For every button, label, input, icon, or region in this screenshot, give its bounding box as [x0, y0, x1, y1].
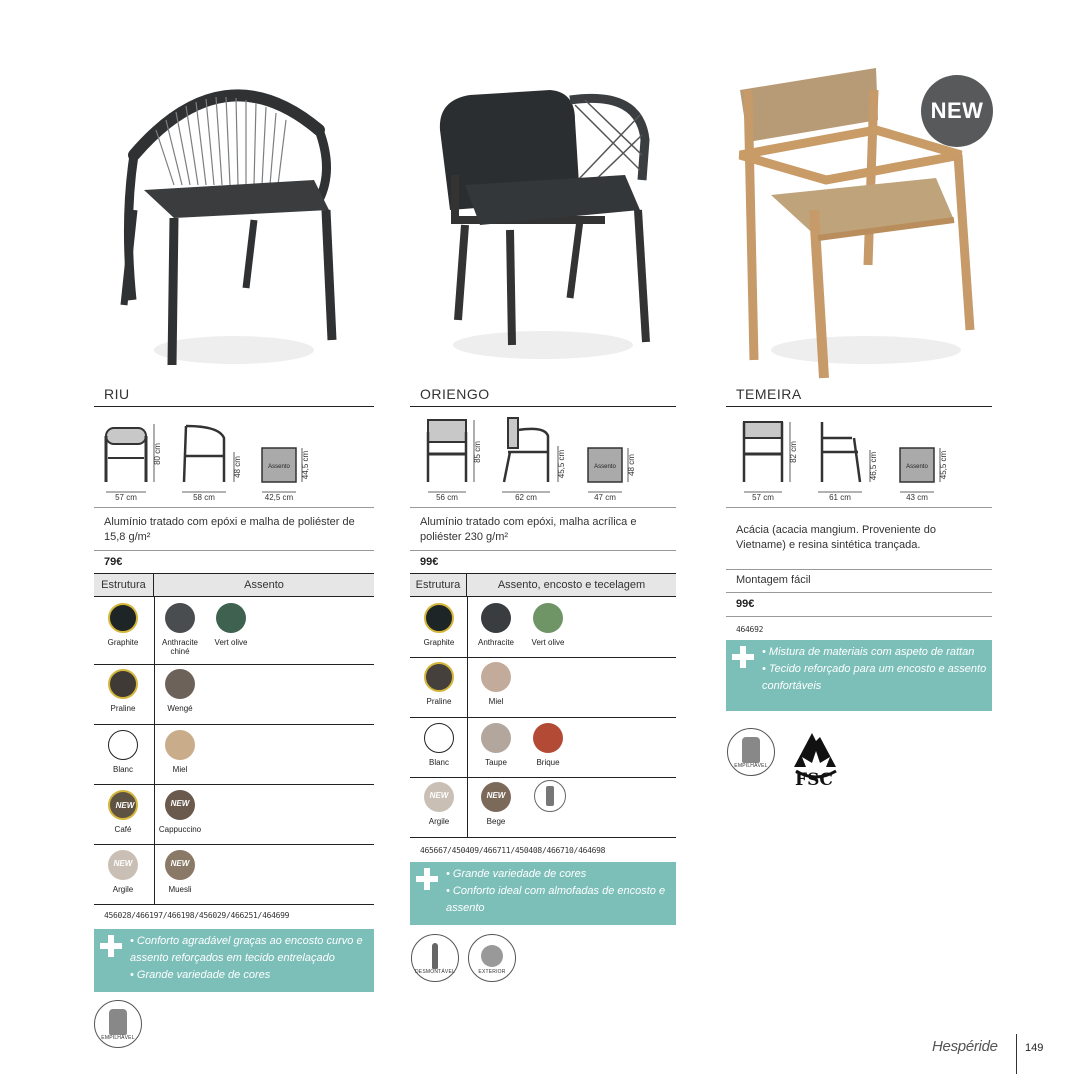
- swatch-row: [410, 658, 676, 718]
- swatch-row: [94, 597, 374, 665]
- dim-seat-width: 47 cm: [594, 493, 616, 502]
- dim-front-height: 80 cm: [153, 443, 162, 465]
- swatch-row: [94, 665, 374, 725]
- divider: [410, 550, 676, 551]
- dim-seat-label: Assento: [594, 464, 616, 470]
- assembly-note: Montagem fácil: [736, 574, 811, 586]
- plus-icon: [416, 868, 438, 890]
- product-temeira: [726, 0, 992, 1087]
- dim-front-width: 56 cm: [436, 493, 458, 502]
- feature-item: • Conforto ideal com almofadas de encosto e assento: [446, 885, 666, 914]
- dim-seat-width: 43 cm: [906, 493, 928, 502]
- chair-oriengo-image: [410, 60, 676, 380]
- reference-codes: 465667/450409/466711/450408/466710/464698: [420, 846, 606, 855]
- dim-front-height: 82 cm: [789, 441, 798, 463]
- header-seat: Assento: [244, 579, 284, 591]
- plus-icon: [732, 646, 754, 668]
- swatch-miel: Miel: [155, 730, 205, 774]
- feature-item: • Mistura de materiais com aspeto de rattan: [762, 646, 975, 658]
- divider: [94, 550, 374, 551]
- swatch-blanc: Blanc: [414, 723, 464, 767]
- product-description: Alumínio tratado com epóxi, malha acrílica e poliéster 230 g/m²: [420, 516, 637, 543]
- swatch-graphite: Graphite: [98, 603, 148, 647]
- swatch-table-header: [410, 573, 676, 597]
- product-name: ORIENGO: [420, 386, 490, 402]
- swatch-row: [410, 778, 676, 838]
- product-oriengo: [410, 0, 676, 1087]
- dim-side-height: 46,5 cm: [869, 451, 878, 481]
- dim-seat-height: 45,5 cm: [939, 450, 948, 480]
- header-seat: Assento, encosto e tecelagem: [497, 579, 646, 591]
- product-riu: [94, 0, 374, 1087]
- swatch-anthracite: Anthracite: [471, 603, 521, 647]
- dim-side-width: 62 cm: [515, 493, 537, 502]
- swatch-argile: NEW Argile: [414, 782, 464, 826]
- dim-side-width: 61 cm: [829, 493, 851, 502]
- swatch-anthracite-chine: Anthracite chiné: [155, 603, 205, 656]
- swatch-brique: Brique: [523, 723, 573, 767]
- brand-logo: Hespéride: [932, 1038, 998, 1055]
- divider: [726, 616, 992, 617]
- swatch-row: [94, 845, 374, 905]
- swatch-row: [410, 718, 676, 778]
- dim-side-height: 45,5 cm: [557, 449, 566, 479]
- swatch-row: [94, 725, 374, 785]
- dim-seat-label: Assento: [268, 464, 290, 470]
- swatch-muesli: NEW Muesli: [155, 850, 205, 894]
- divider: [726, 592, 992, 593]
- feature-item: • Grande variedade de cores: [130, 969, 271, 981]
- swatch-praline: Praline: [414, 662, 464, 706]
- swatch-miel: Miel: [471, 662, 521, 706]
- divider: [726, 569, 992, 570]
- features-box: [94, 929, 374, 992]
- feature-item: • Tecido reforçado para um encosto e assento confortáveis: [762, 663, 987, 692]
- swatch-cafe: NEW Café: [98, 790, 148, 834]
- divider: [410, 507, 676, 508]
- divider: [726, 406, 992, 407]
- swatch-vert-olive: Vert olive: [523, 603, 573, 647]
- stackable-icon: EMPILHÁVEL: [94, 1000, 142, 1048]
- product-price: 79€: [104, 556, 123, 568]
- stackable-icon: EMPILHÁVEL: [727, 728, 775, 776]
- weather-resistant-icon: [530, 780, 570, 812]
- divider: [726, 507, 992, 508]
- dim-front-height: 85 cm: [473, 441, 482, 463]
- swatch-blanc: Blanc: [98, 730, 148, 774]
- features-box: [410, 862, 676, 925]
- swatch-row: [94, 785, 374, 845]
- dim-seat-height: 44,5 cm: [301, 450, 310, 480]
- dimension-diagrams: [726, 412, 992, 504]
- swatch-wenge: Wengé: [155, 669, 205, 713]
- fsc-label: FSC: [795, 770, 833, 790]
- outdoor-fabric-icon: EXTERIOR: [468, 934, 516, 982]
- plus-icon: [100, 935, 122, 957]
- swatch-graphite: Graphite: [414, 603, 464, 647]
- dim-side-height: 48 cm: [233, 456, 242, 478]
- swatch-cappuccino: NEW Cappuccino: [155, 790, 205, 834]
- header-structure: Estrutura: [94, 574, 154, 596]
- swatch-table-header: [94, 573, 374, 597]
- product-name: TEMEIRA: [736, 386, 802, 402]
- page-number: 149: [1025, 1042, 1044, 1054]
- dimension-diagrams: [94, 412, 374, 504]
- new-badge: NEW: [921, 75, 993, 147]
- swatch-vert-olive: Vert olive: [206, 603, 256, 647]
- product-price: 99€: [736, 598, 755, 610]
- swatch-row: [410, 597, 676, 658]
- divider: [410, 406, 676, 407]
- chair-riu-image: [94, 60, 374, 380]
- dim-side-width: 58 cm: [193, 493, 215, 502]
- dim-seat-width: 42,5 cm: [264, 493, 294, 502]
- feature-item: • Grande variedade de cores: [446, 868, 587, 880]
- divider: [94, 406, 374, 407]
- dim-seat-label: Assento: [906, 464, 928, 470]
- swatch-bege: NEW Bege: [471, 782, 521, 826]
- product-price: 99€: [420, 556, 439, 568]
- product-name: RIU: [104, 386, 130, 402]
- feature-item: • Conforto agradável graças ao encosto curvo e assento reforçados em tecido entrelaçado: [130, 935, 363, 964]
- header-structure: Estrutura: [410, 574, 467, 596]
- swatch-taupe: Taupe: [471, 723, 521, 767]
- divider: [94, 507, 374, 508]
- swatch-argile: NEW Argile: [98, 850, 148, 894]
- dimension-diagrams: [410, 412, 676, 504]
- product-description: Alumínio tratado com epóxi e malha de poliéster de 15,8 g/m²: [104, 516, 355, 543]
- product-photo: [410, 60, 676, 380]
- swatch-praline: Praline: [98, 669, 148, 713]
- product-photo: [94, 60, 374, 380]
- reference-codes: 456028/466197/466198/456029/466251/464699: [104, 911, 290, 920]
- footer-separator: [1016, 1034, 1017, 1074]
- dim-front-width: 57 cm: [752, 493, 774, 502]
- removable-cover-icon: DESMONTÁVEL: [411, 934, 459, 982]
- features-box: [726, 640, 992, 711]
- product-description: Acácia (acacia mangium. Proveniente do Vietname) e resina sintética trançada.: [736, 524, 936, 551]
- reference-codes: 464692: [736, 625, 764, 634]
- dim-seat-height: 48 cm: [627, 454, 636, 476]
- dim-front-width: 57 cm: [115, 493, 137, 502]
